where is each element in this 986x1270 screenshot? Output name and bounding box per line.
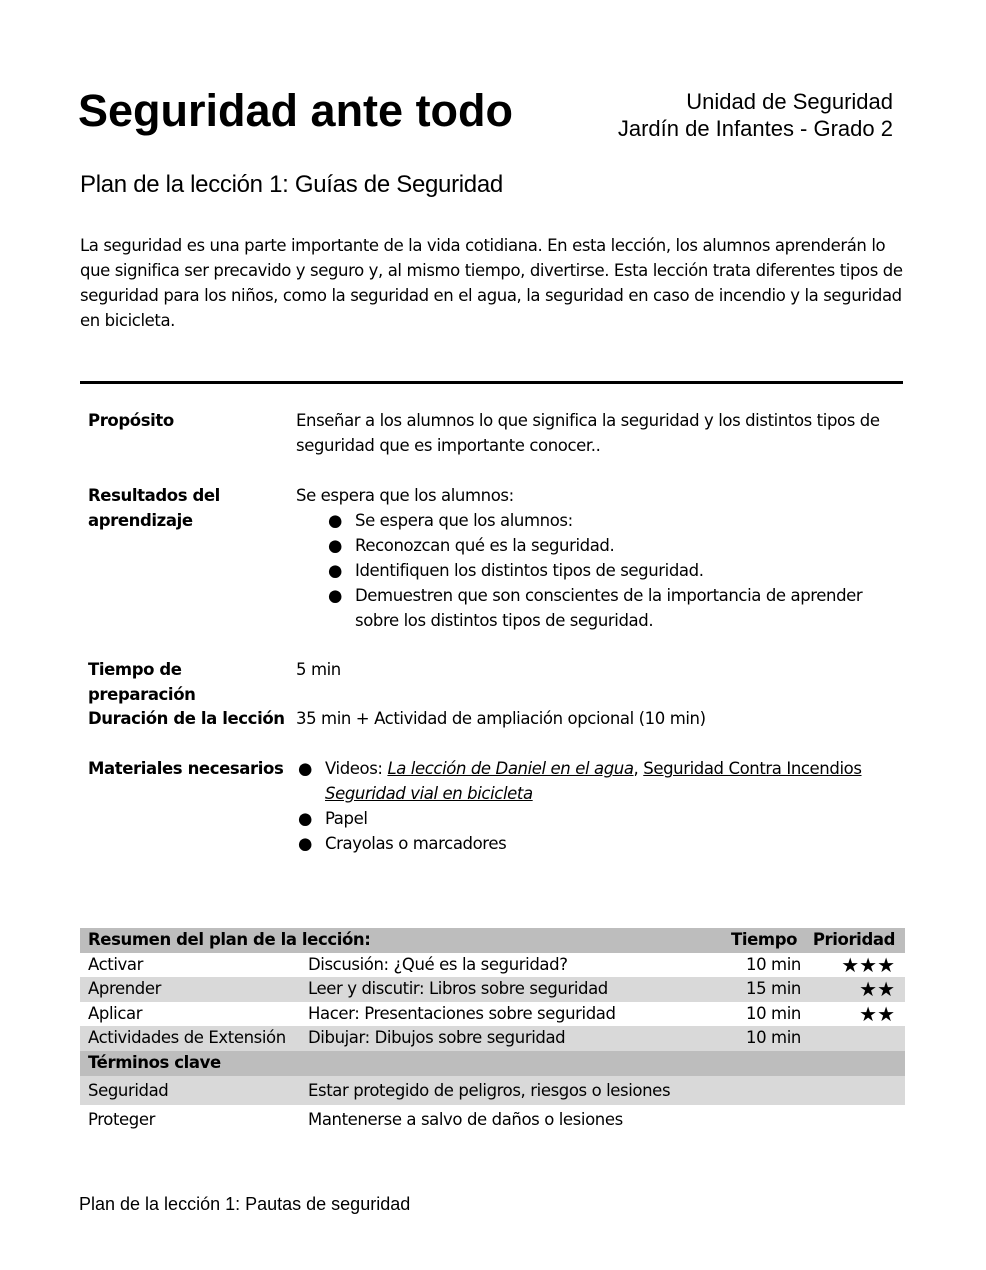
priority-stars-icon: ★★★ [841,952,895,977]
purpose-text: Enseñar a los alumnos lo que significa la seguridad y los distintos tipos de seguridad que es importante conocer.. [296,411,880,455]
prep-value: 5 min [296,660,341,679]
outcomes-label: Resultados del aprendizaje [88,486,220,530]
outcome-item: ● Se espera que los alumnos: [296,508,896,533]
priority-stars-icon: ★★ [859,1001,895,1026]
section-divider [80,381,903,384]
summary-title: Resumen del plan de la lección: [88,930,371,949]
materials-label: Materiales necesarios [88,759,284,778]
bullet-icon: ● [328,536,342,555]
materials-content [296,756,906,856]
document-title: Seguridad ante todo [78,85,514,136]
summary-header-row [80,928,905,953]
bullet-icon: ● [298,809,312,828]
outcomes-intro: Se espera que los alumnos: [296,486,514,505]
outcomes-content [296,483,896,633]
time-header: Tiempo [731,930,798,949]
outcome-item: ● Demuestren que son conscientes de la importancia de aprender sobre los distintos tipos de seguridad. [296,583,896,633]
unit-name: Unidad de Seguridad [686,89,893,114]
table-row: Aplicar Hacer: Presentaciones sobre seguridad 10 min ★★ [88,1001,895,1026]
priority-stars-icon: ★★ [859,977,895,1002]
lesson-heading: Plan de la lección 1: Guías de Seguridad [80,171,503,198]
intro-paragraph: La seguridad es una parte importante de la vida cotidiana. En esta lección, los alumnos aprenderán lo que significa ser precavido y seguro y, al mismo tiempo, divertirse. Esta lección trata diferentes tipos de seguridad para los niños, como la seguridad en el agua, la seguridad en caso de incendio y la seguridad en bicicleta. [80,236,903,330]
unit-info [618,88,893,142]
duration-label: Duración de la lección [88,709,285,728]
page-footer: Plan de la lección 1: Pautas de seguridad [79,1194,411,1214]
priority-header: Prioridad [812,930,895,949]
material-item-crayons: ● Crayolas o marcadores [296,831,906,856]
materials-list [296,756,906,856]
key-terms-label: Términos clave [88,1052,221,1072]
video-link-fire[interactable]: Seguridad Contra Incendios [643,759,862,778]
bullet-icon: ● [298,759,312,778]
bullet-icon: ● [328,586,342,605]
lesson-summary-table [80,928,905,1134]
table-row: Aprender Leer y discutir: Libros sobre seguridad 15 min ★★ [80,977,905,1002]
outcome-item: ● Identifiquen los distintos tipos de seguridad. [296,558,896,583]
outcomes-list [296,508,896,633]
key-terms-header-row [80,1051,905,1076]
purpose-label: Propósito [88,411,174,430]
table-row: Activar Discusión: ¿Qué es la seguridad? 10 min ★★★ [88,952,895,977]
duration-value: 35 min + Actividad de ampliación opcional (10 min) [296,709,706,728]
video-link-water[interactable]: La lección de Daniel en el agua [387,759,634,778]
material-item-paper: ● Papel [296,806,906,831]
prep-label: Tiempo de preparación [88,660,196,704]
material-item-videos: ● Videos: La lección de Daniel en el agua, Seguridad Contra Incendios Seguridad vial en bicicleta [296,756,906,806]
table-row: Proteger Mantenerse a salvo de daños o lesiones [88,1109,623,1129]
bullet-icon: ● [328,561,342,580]
outcome-item: ● Reconozcan qué es la seguridad. [296,533,896,558]
grade-range: Jardín de Infantes - Grado 2 [617,116,893,141]
bullet-icon: ● [298,834,312,853]
table-row: Actividades de Extensión Dibujar: Dibujos sobre seguridad 10 min [80,1026,905,1051]
video-link-bike[interactable]: Seguridad vial en bicicleta [325,784,533,803]
table-row: Seguridad Estar protegido de peligros, riesgos o lesiones [80,1076,905,1105]
bullet-icon: ● [328,511,342,530]
